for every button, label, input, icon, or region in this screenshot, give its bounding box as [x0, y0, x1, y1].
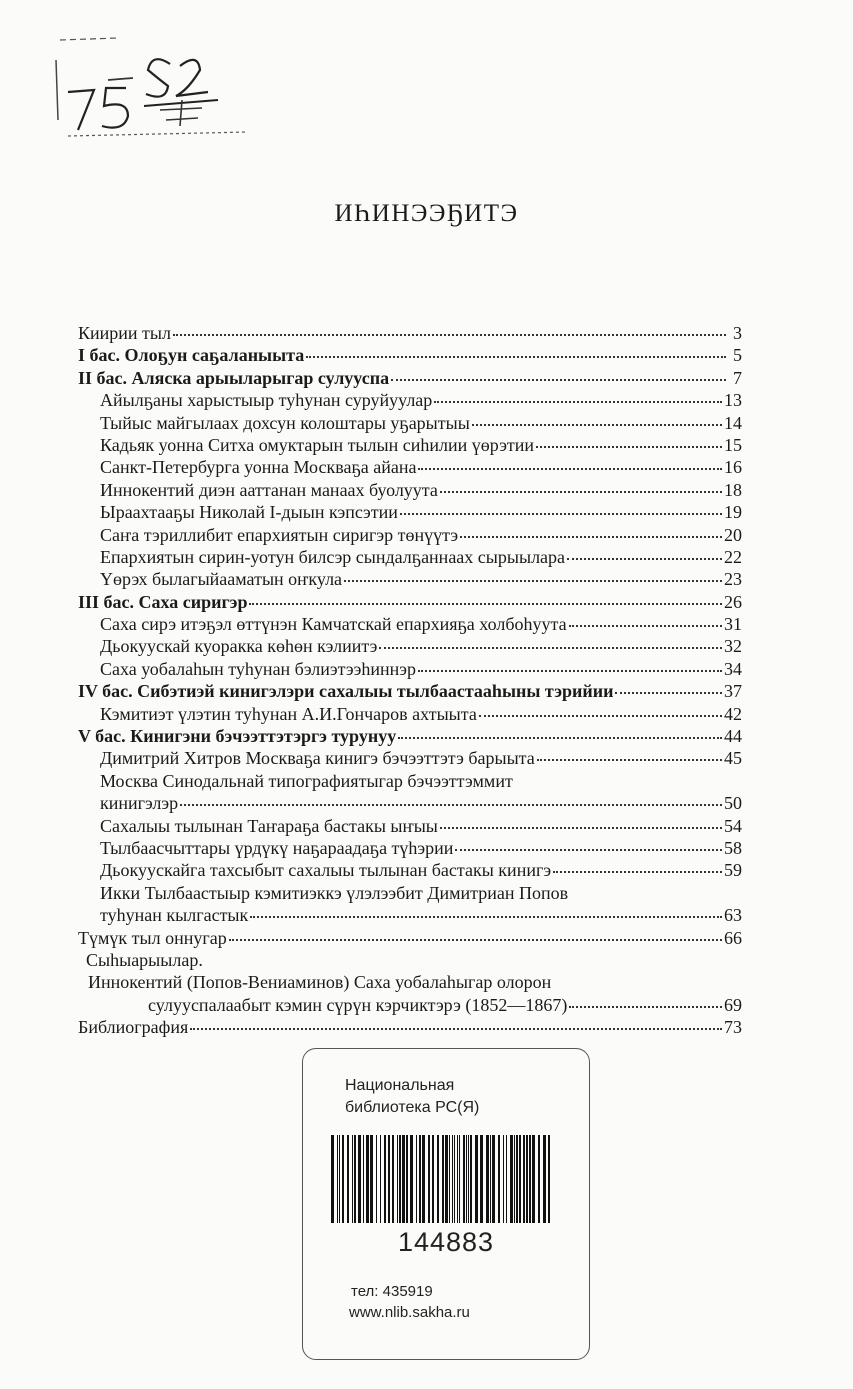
toc-entry-title: Саха уобалаһын туһунан бэлиэтээһиннэр	[100, 658, 416, 679]
toc-entry-title: Икки Тылбаастыыр кэмитиэккэ үлэлээбит Димитриан Попов	[100, 882, 569, 903]
barcode-bar	[543, 1135, 546, 1223]
toc-page-number: 59	[724, 860, 742, 881]
toc-entry-continuation	[78, 792, 742, 814]
toc-entry-title: Тылбаасчыттары үрдүкү наҕараадаҕа түһэрии	[100, 837, 454, 858]
toc-page-number: 3	[733, 323, 742, 343]
dot-leader	[536, 446, 722, 448]
toc-entry	[78, 658, 742, 680]
toc-entry	[78, 389, 742, 411]
barcode-bar	[410, 1135, 413, 1223]
barcode-bar	[519, 1135, 521, 1223]
toc-entry	[78, 412, 742, 434]
toc-entry	[78, 456, 742, 478]
toc-entry-title: Үөрэх былагыйааматын оҥкула	[100, 569, 343, 590]
toc-page-number: 7	[733, 367, 742, 388]
barcode-bar	[548, 1135, 550, 1223]
dot-leader	[250, 916, 722, 918]
toc-entry-title: Димитрий Хитров Москваҕа кинигэ бэчээттэтэ барыыта	[100, 748, 535, 769]
barcode-bar	[466, 1135, 467, 1223]
dot-leader	[569, 1006, 722, 1008]
dot-leader	[553, 871, 722, 873]
barcode-bar	[449, 1135, 450, 1223]
barcode-bar	[366, 1135, 369, 1223]
toc-entry-title: Кэмитиэт үлэтин туһунан А.И.Гончаров ахтыыта	[100, 703, 477, 724]
toc-entry-title: Саха сирэ итэҕэл өттүнэн Камчатскай епархияҕа холбоһуута	[100, 614, 567, 635]
toc-entry-title: Ыраахтааҕы Николай I-дыын кэпсэтии	[100, 502, 398, 523]
toc-plain-line: Иннокентий (Попов-Вениаминов) Саха уобалаһыгар олорон	[88, 972, 552, 993]
toc-entry	[78, 344, 742, 366]
dot-leader	[472, 424, 722, 426]
toc-entry-title: IV бас. Сибэтиэй кинигэлэри сахалыы тылбаастааһыны тэрийии	[78, 681, 614, 702]
toc-entry-title: Кадьяк уонна Ситха омуктарын тылын сиһилии үөрэтии	[100, 434, 535, 455]
barcode-bar	[363, 1135, 364, 1223]
barcode-bar	[402, 1135, 405, 1223]
barcode-bar	[432, 1135, 434, 1223]
barcode-number: 144883	[397, 1227, 495, 1257]
barcode-bar	[514, 1135, 515, 1223]
toc-entry	[78, 367, 742, 389]
barcode-bar	[516, 1135, 518, 1223]
toc-page-number: 45	[724, 748, 742, 769]
toc-entry	[78, 434, 742, 456]
dot-leader	[391, 379, 726, 381]
barcode-bar	[486, 1135, 489, 1223]
toc-entry	[78, 994, 742, 1016]
barcode-bar	[392, 1135, 394, 1223]
library-name-line2: библиотека РС(Я)	[345, 1099, 480, 1116]
barcode-bar	[503, 1135, 504, 1223]
barcode-bar	[490, 1135, 491, 1223]
dot-leader	[440, 827, 722, 829]
toc-entry	[78, 546, 742, 568]
barcode-bar	[468, 1135, 469, 1223]
toc-entry	[78, 703, 742, 725]
barcode-bar	[498, 1135, 500, 1223]
barcode-bar	[437, 1135, 439, 1223]
toc-page-number: 14	[724, 412, 742, 433]
dot-leader	[306, 356, 726, 358]
barcode-bar	[422, 1135, 425, 1223]
barcode-bar	[510, 1135, 513, 1223]
handwritten-note-drawing	[48, 30, 268, 140]
toc-entry-title: Санкт-Петербурга уонна Москваҕа айана	[100, 457, 417, 478]
toc-entry-title: Сахалыы тылынан Таҥараҕа бастакы ыҥыы	[100, 815, 438, 836]
toc-page-number: 63	[724, 905, 742, 926]
dot-leader	[418, 670, 722, 672]
toc-page-number: 54	[724, 815, 742, 836]
toc-entry	[78, 859, 742, 881]
barcode-bar	[526, 1135, 528, 1223]
library-phone: тел: 435919	[351, 1283, 433, 1300]
dot-leader	[434, 401, 722, 403]
barcode-bar	[416, 1135, 417, 1223]
toc-entry	[78, 322, 742, 344]
barcode-bar	[337, 1135, 338, 1223]
toc-page-number: 18	[724, 479, 742, 500]
barcode-bar	[397, 1135, 398, 1223]
toc-page-number: 37	[724, 681, 742, 702]
page-title: ИҺИНЭЭҔИТЭ	[334, 200, 519, 227]
toc-page-number: 23	[724, 569, 742, 590]
barcode-bar	[457, 1135, 458, 1223]
barcode-bar	[388, 1135, 390, 1223]
toc-entry-continuation	[78, 904, 742, 926]
toc-entry	[78, 927, 742, 949]
toc-entry-title: II бас. Аляска арыыларыгар сулууспа	[78, 367, 390, 388]
toc-page-number: 44	[724, 726, 742, 747]
dot-leader	[479, 715, 722, 717]
barcode-bar	[428, 1135, 430, 1223]
toc-entry-title: Тыйыс майгылаах дохсун колоштары уҕарытыы	[100, 412, 470, 433]
toc-entry-title: Библиография	[78, 1017, 189, 1038]
toc-entry-title: Москва Синодальнай типографиятыгар бэчээттэммит	[100, 770, 513, 791]
barcode-bar	[339, 1135, 340, 1223]
dot-leader	[567, 558, 722, 560]
toc-entry	[78, 591, 742, 613]
toc-entry-title: туһунан кылгастык	[100, 905, 249, 926]
toc-entry	[78, 725, 742, 747]
dot-leader	[400, 513, 722, 515]
barcode	[327, 1135, 559, 1223]
dot-leader	[440, 491, 722, 493]
toc-entry-title: Түмүк тыл оннугар	[78, 927, 227, 948]
barcode-bar	[470, 1135, 472, 1223]
barcode-bar	[454, 1135, 455, 1223]
dot-leader	[398, 737, 722, 739]
barcode-bar	[529, 1135, 531, 1223]
toc-page-number: 34	[724, 658, 742, 679]
barcode-bar	[376, 1135, 377, 1223]
barcode-bar	[463, 1135, 465, 1223]
barcode-bar	[538, 1135, 540, 1223]
toc-entry	[78, 1016, 742, 1038]
barcode-bar	[399, 1135, 401, 1223]
barcode-bar	[506, 1135, 507, 1223]
dot-leader	[190, 1028, 722, 1030]
barcode-bar	[352, 1135, 353, 1223]
barcode-bar	[347, 1135, 349, 1223]
toc-entry-title: Айылҕаны харыстыыр туһунан суруйуулар	[100, 390, 433, 411]
barcode-bar	[492, 1135, 495, 1223]
toc-entry	[78, 635, 742, 657]
dot-leader	[418, 468, 722, 470]
toc-page-number: 32	[724, 636, 742, 657]
toc-entry-title: Дьокуускай куоракка көһөн кэлиитэ	[100, 636, 378, 657]
toc-entry	[78, 479, 742, 501]
toc-entry	[78, 882, 742, 904]
dot-leader	[537, 759, 722, 761]
barcode-bar	[532, 1135, 535, 1223]
toc-page-number: 69	[724, 994, 742, 1015]
barcode-bar	[370, 1135, 373, 1223]
barcode-bar	[459, 1135, 460, 1223]
toc-entry	[78, 613, 742, 635]
toc-entry	[78, 680, 742, 702]
barcode-bar	[419, 1135, 421, 1223]
toc-page-number: 16	[724, 457, 742, 478]
library-stamp	[302, 1048, 590, 1360]
toc-entry	[78, 770, 742, 792]
dot-leader	[615, 692, 722, 694]
toc-entry-title: Саҥа тэриллибит епархиятын сиригэр төнүүтэ	[100, 524, 459, 545]
toc-entry-title: Киирии тыл	[78, 323, 171, 343]
barcode-bar	[331, 1135, 334, 1223]
dot-leader	[569, 625, 722, 627]
toc-entry-title: Дьокуускайга тахсыбыт сахалыы тылынан бастакы кинигэ	[100, 860, 552, 881]
dot-leader	[460, 536, 722, 538]
toc-entry-title: кинигэлэр	[100, 793, 179, 814]
toc-entry-title: III бас. Саха сиригэр	[78, 591, 248, 612]
toc-page-number: 22	[724, 546, 742, 567]
toc-page-number: 31	[724, 614, 742, 635]
barcode-bar	[480, 1135, 483, 1223]
toc-entry-title: сулууспалаабыт кэмин сүрүн кэрчиктэрэ (1852—1867)	[148, 994, 568, 1015]
barcode-bar	[342, 1135, 344, 1223]
library-website: www.nlib.sakha.ru	[349, 1304, 470, 1321]
toc-entry-title: V бас. Кинигэни бэчээттэтэргэ турунуу	[78, 726, 397, 747]
toc-entry	[78, 568, 742, 590]
toc-page-number: 50	[724, 793, 742, 814]
barcode-bar	[452, 1135, 453, 1223]
toc-page-number: 66	[724, 927, 742, 948]
barcode-bar	[384, 1135, 386, 1223]
toc-page-number: 26	[724, 591, 742, 612]
toc-page-number: 19	[724, 502, 742, 523]
dot-leader	[455, 849, 722, 851]
barcode-bar	[445, 1135, 448, 1223]
handwritten-note	[48, 30, 268, 140]
dot-leader	[344, 580, 722, 582]
toc-page-number: 13	[724, 390, 742, 411]
dot-leader	[379, 647, 722, 649]
toc-entry	[78, 815, 742, 837]
barcode-bar	[358, 1135, 361, 1223]
toc-page-number: 15	[724, 434, 742, 455]
toc-entry	[78, 747, 742, 769]
toc-page-number: 42	[724, 703, 742, 724]
dot-leader	[229, 939, 722, 941]
toc-page-number: 58	[724, 837, 742, 858]
toc-entry-title: I бас. Олоҕун саҕаланыыта	[78, 345, 305, 366]
toc-entry	[78, 837, 742, 859]
toc-entry	[78, 501, 742, 523]
dot-leader	[180, 804, 722, 806]
barcode-bar	[354, 1135, 356, 1223]
barcode-bar	[523, 1135, 525, 1223]
toc-page-number: 20	[724, 524, 742, 545]
barcode-bar	[380, 1135, 381, 1223]
toc-plain-line: Сыһыарыылар.	[86, 949, 203, 970]
barcode-bar	[475, 1135, 478, 1223]
dot-leader	[173, 334, 726, 336]
dot-leader	[249, 603, 722, 605]
toc-page-number: 73	[724, 1017, 742, 1038]
toc-entry	[78, 524, 742, 546]
barcode-bar	[406, 1135, 408, 1223]
table-of-contents	[78, 322, 742, 1039]
library-name-line1: Национальная	[345, 1077, 455, 1094]
toc-page-number: 5	[733, 345, 742, 366]
barcode-bar	[442, 1135, 444, 1223]
toc-entry-title: Епархиятын сирин-уотун билсэр сындалҕаннаах сырыылара	[100, 546, 566, 567]
toc-entry-title: Иннокентий диэн ааттанан манаах буолуута	[100, 479, 438, 500]
